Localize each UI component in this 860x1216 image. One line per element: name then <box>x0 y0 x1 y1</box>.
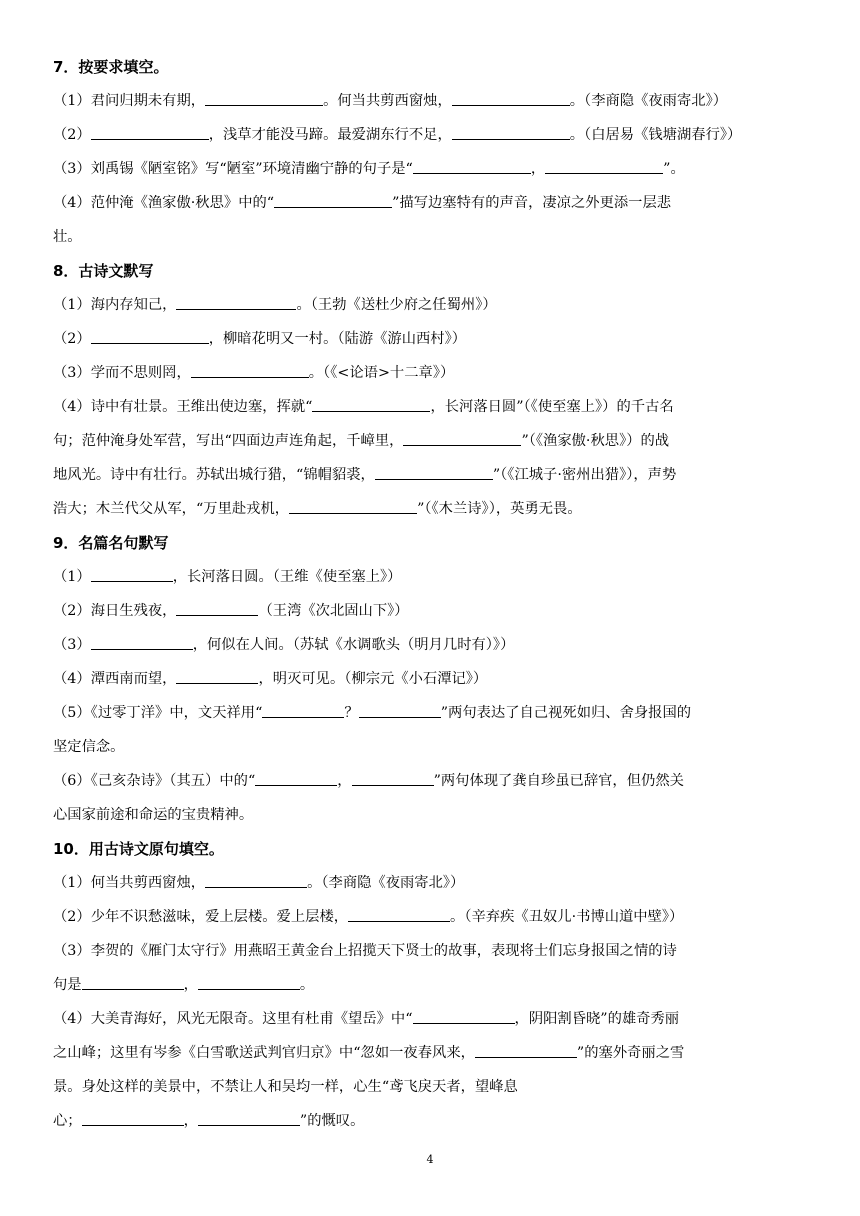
text-segment: （2） <box>53 127 91 143</box>
text-segment: ”（《江城子·密州出猎》），声势 <box>492 467 677 483</box>
text-segment: ，柳暗花明又一村。（陆游《游山西村》） <box>208 331 467 347</box>
question-item <box>53 866 813 900</box>
answer-blank[interactable] <box>205 886 307 888</box>
answer-blank[interactable] <box>403 444 521 446</box>
answer-blank[interactable] <box>452 138 570 140</box>
text-segment: （3）学而不思则罔， <box>53 365 191 381</box>
answer-blank[interactable] <box>82 1124 184 1126</box>
text-segment: 。何当共剪西窗烛， <box>323 93 452 109</box>
answer-blank[interactable] <box>198 1124 300 1126</box>
text-line <box>53 390 813 424</box>
text-line <box>53 492 813 526</box>
answer-blank[interactable] <box>262 716 344 718</box>
text-segment: （1）君问归期未有期， <box>53 93 206 109</box>
text-segment: 。（李商隐《夜雨寄北》） <box>307 875 465 891</box>
text-segment: ， <box>183 1113 198 1129</box>
text-segment: ，长河落日圆。（王维《使至塞上》） <box>172 569 402 585</box>
text-segment: ，明灭可见。（柳宗元《小石潭记》） <box>258 671 488 687</box>
question-item <box>53 186 813 254</box>
answer-blank[interactable] <box>452 104 570 106</box>
text-segment: ， <box>337 773 352 789</box>
text-line <box>53 560 813 594</box>
question-item <box>53 152 813 186</box>
question-item <box>53 900 813 934</box>
text-line <box>53 730 813 764</box>
text-segment: ”的慨叹。 <box>299 1113 365 1129</box>
answer-blank[interactable] <box>352 784 434 786</box>
text-line <box>53 662 813 696</box>
text-segment: （王湾《次北固山下》） <box>258 603 409 619</box>
text-segment: （3）刘禹锡《陋室铭》写“陋室”环境清幽宁静的句子是“ <box>53 161 413 177</box>
text-segment: 浩大；木兰代父从军，“万里赴戎机， <box>53 501 290 517</box>
text-segment: ， <box>530 161 546 177</box>
text-segment: （1）何当共剪西窗烛， <box>53 875 206 891</box>
question-item <box>53 118 813 152</box>
answer-blank[interactable] <box>198 988 300 990</box>
text-segment: （3）李贺的《雁门太守行》用燕昭王黄金台上招揽天下贤士的故事，表现将士们忘身报国之情的诗 <box>53 943 677 959</box>
text-line <box>53 458 813 492</box>
answer-blank[interactable] <box>176 682 258 684</box>
text-segment: （4）范仲淹《渔家傲·秋思》中的“ <box>53 195 275 211</box>
text-line <box>53 1002 813 1036</box>
text-segment: （1）海内存知己， <box>53 297 177 313</box>
text-segment: （4）潭西南而望， <box>53 671 177 687</box>
text-segment: （2）海日生残夜， <box>53 603 177 619</box>
answer-blank[interactable] <box>413 172 531 174</box>
text-line <box>53 118 813 152</box>
text-segment: 坚定信念。 <box>53 739 125 755</box>
text-segment: 句是 <box>53 977 82 993</box>
answer-blank[interactable] <box>289 512 417 514</box>
answer-blank[interactable] <box>274 206 392 208</box>
text-segment: 。（辛弃疾《丑奴儿·书博山道中壁》） <box>450 909 684 925</box>
text-line <box>53 220 813 254</box>
text-line <box>53 764 813 798</box>
text-segment: ， <box>183 977 198 993</box>
text-line <box>53 1104 813 1138</box>
question-item <box>53 288 813 322</box>
text-line <box>53 322 813 356</box>
text-segment: ，长河落日圆”（《使至塞上》）的千古名 <box>430 399 674 415</box>
text-line <box>53 900 813 934</box>
text-segment: ，何似在人间。（苏轼《水调歌头（明月几时有）》） <box>192 637 515 653</box>
text-segment: （3） <box>53 637 91 653</box>
answer-blank[interactable] <box>82 988 184 990</box>
text-line <box>53 152 813 186</box>
answer-blank[interactable] <box>191 376 309 378</box>
worksheet-content <box>53 50 813 1138</box>
text-segment: 。（王勃《送杜少府之任蜀州》） <box>296 297 497 313</box>
text-segment: 。（李商隐《夜雨寄北》） <box>569 93 728 109</box>
answer-blank[interactable] <box>475 1056 577 1058</box>
text-segment: 心国家前途和命运的宝贵精神。 <box>53 807 254 823</box>
text-segment: 。（《<论语>十二章》） <box>308 365 455 381</box>
text-segment: ？ <box>344 705 359 721</box>
text-segment: （2）少年不识愁滋味，爱上层楼。爱上层楼， <box>53 909 349 925</box>
text-segment: （6）《己亥杂诗》（其五）中的“ <box>53 773 256 789</box>
answer-blank[interactable] <box>312 410 430 412</box>
text-line <box>53 968 813 1002</box>
question-item <box>53 356 813 390</box>
question-item <box>53 322 813 356</box>
answer-blank[interactable] <box>91 580 173 582</box>
text-line <box>53 356 813 390</box>
text-segment: ”（《木兰诗》），英勇无畏。 <box>417 501 582 517</box>
text-segment: （2） <box>53 331 91 347</box>
text-segment: （4）大美青海好，风光无限奇。这里有杜甫《望岳》中“ <box>53 1011 413 1027</box>
text-line <box>53 594 813 628</box>
text-line <box>53 84 813 118</box>
question-item <box>53 662 813 696</box>
text-segment: 句；范仲淹身处军营，写出“四面边声连角起，千嶂里， <box>53 433 404 449</box>
question-title: 10．用古诗文原句填空。 <box>53 840 224 858</box>
text-segment: ”描写边塞特有的声音，凄凉之外更添一层悲 <box>392 195 672 211</box>
text-line <box>53 934 813 968</box>
text-segment: 。 <box>299 977 315 993</box>
text-segment: ”两句体现了龚自珍虽已辞官，但仍然关 <box>433 773 684 789</box>
question-item <box>53 84 813 118</box>
question-item <box>53 390 813 526</box>
text-segment: （1） <box>53 569 91 585</box>
answer-blank[interactable] <box>359 716 441 718</box>
text-segment: ”。 <box>663 161 685 177</box>
question-item <box>53 764 813 832</box>
text-segment: ”（《渔家傲·秋思》）的战 <box>521 433 670 449</box>
answer-blank[interactable] <box>545 172 663 174</box>
question-title: 8．古诗文默写 <box>53 262 154 280</box>
question-item <box>53 628 813 662</box>
answer-blank[interactable] <box>205 104 323 106</box>
text-segment: ”的塞外奇丽之雪 <box>576 1045 685 1061</box>
text-line <box>53 696 813 730</box>
text-segment: 景。身处这样的美景中，不禁让人和吴均一样，心生“鸢飞戾天者，望峰息 <box>53 1079 518 1095</box>
text-line <box>53 186 813 220</box>
text-segment: （5）《过零丁洋》中，文天祥用“ <box>53 705 263 721</box>
text-line <box>53 628 813 662</box>
text-line <box>53 1070 813 1104</box>
question-item <box>53 594 813 628</box>
text-segment: ，浅草才能没马蹄。最爱湖东行不足， <box>208 127 452 143</box>
text-line <box>53 1036 813 1070</box>
text-segment: ”两句表达了自己视死如归、舍身报国的 <box>440 705 692 721</box>
text-segment: 。（白居易《钱塘湖春行》） <box>569 127 742 143</box>
answer-blank[interactable] <box>176 614 258 616</box>
question-title: 7．按要求填空。 <box>53 58 169 76</box>
text-segment: 壮。 <box>53 229 82 245</box>
text-line <box>53 866 813 900</box>
question-title: 9．名篇名句默写 <box>53 534 169 552</box>
question-item <box>53 560 813 594</box>
text-segment: 地风光。诗中有壮行。苏轼出城行猎，“锦帽貂裘， <box>53 467 375 483</box>
answer-blank[interactable] <box>91 342 209 344</box>
page-number: 4 <box>426 1153 434 1166</box>
text-segment: 心； <box>53 1113 82 1129</box>
answer-blank[interactable] <box>91 648 193 650</box>
text-line <box>53 798 813 832</box>
answer-blank[interactable] <box>348 920 450 922</box>
question-item <box>53 1002 813 1138</box>
text-line <box>53 424 813 458</box>
text-line <box>53 288 813 322</box>
text-segment: （4）诗中有壮景。王维出使边塞，挥就“ <box>53 399 313 415</box>
answer-blank[interactable] <box>176 308 296 310</box>
question-item <box>53 934 813 1002</box>
answer-blank[interactable] <box>413 1022 515 1024</box>
answer-blank[interactable] <box>91 138 209 140</box>
text-segment: 之山峰；这里有岑参《白雪歌送武判官归京》中“忽如一夜春风来， <box>53 1045 475 1061</box>
question-item <box>53 696 813 764</box>
text-segment: ，阴阳割昏晓”的雄奇秀丽 <box>514 1011 680 1027</box>
answer-blank[interactable] <box>255 784 337 786</box>
answer-blank[interactable] <box>375 478 493 480</box>
